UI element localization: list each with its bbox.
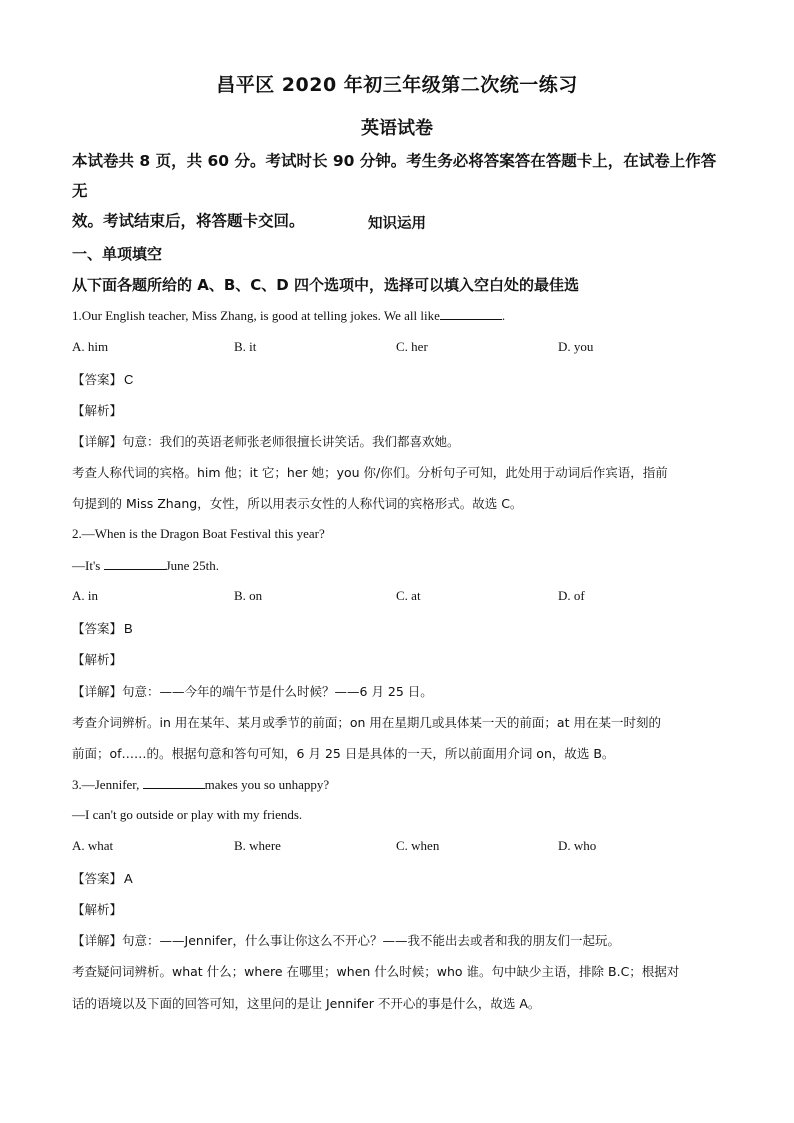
question-1-analysis-label — [72, 401, 122, 419]
question-2-explanation-1: 考查介词辨析。in 用在某年、某月或季节的前面；on 用在星期几或具体某一天的前面；at 用在某一时刻的 — [72, 715, 661, 730]
question-3-stem-end: makes you so unhappy? — [204, 777, 330, 792]
detail-text: 句意：——Jennifer，什么事让你这么不开心？——我不能出去或者和我的朋友们一起玩。 — [122, 933, 620, 948]
exam-subtitle: 英语试卷 — [361, 118, 433, 139]
question-2-reply-end: June 25th. — [165, 558, 220, 573]
question-3-explanation-1: 考查疑问词辨析。what 什么；where 在哪里；when 什么时候；who 谁。句中缺少主语，排除 B.C；根据对 — [72, 964, 680, 979]
question-3-detail — [72, 931, 620, 949]
option-a: A. what — [72, 838, 114, 853]
question-1-stem-end: . — [501, 308, 506, 323]
detail-label: 【详解】 — [72, 684, 123, 699]
answer-blank — [143, 776, 205, 789]
question-2-explanation-2: 前面；of……的。根据句意和答句可知，6 月 25 日是具体的一天，所以前面用介词 on，故选 B。 — [72, 746, 615, 761]
answer-value: B — [124, 621, 133, 636]
option-c: C. when — [396, 838, 440, 853]
answer-value: C — [124, 372, 134, 387]
option-b: B. it — [234, 339, 257, 354]
answer-label: 【答案】 — [72, 372, 123, 387]
option-d: D. who — [558, 838, 597, 853]
option-b: B. on — [234, 588, 263, 603]
question-2-reply-text: —It's — [72, 558, 104, 573]
question-1-answer — [72, 370, 133, 388]
question-1-detail — [72, 432, 460, 450]
question-1-options — [72, 339, 724, 357]
question-3-reply: —I can't go outside or play with my friends. — [72, 807, 303, 822]
exam-title: 昌平区 2020 年初三年级第二次统一练习 — [216, 74, 578, 96]
question-1-stem — [72, 307, 505, 324]
option-a: A. in — [72, 588, 98, 603]
option-d: D. you — [558, 339, 594, 354]
answer-value: A — [124, 871, 133, 886]
analysis-label: 【解析】 — [72, 403, 123, 418]
analysis-label: 【解析】 — [72, 902, 123, 917]
answer-label: 【答案】 — [72, 621, 123, 636]
option-c: C. her — [396, 339, 428, 354]
question-3-explanation-2: 话的语境以及下面的回答可知，这里问的是让 Jennifer 不开心的事是什么，故选 A。 — [72, 996, 541, 1011]
detail-label: 【详解】 — [72, 434, 123, 449]
question-3-stem — [72, 776, 329, 793]
instructions-line-1: 本试卷共 8 页，共 60 分。考试时长 90 分钟。考生务必将答案答在答题卡上，在试卷上作答无 — [72, 152, 717, 200]
question-3-analysis-label — [72, 900, 122, 918]
answer-blank — [440, 307, 502, 320]
option-b: B. where — [234, 838, 281, 853]
question-3-stem-text: 3.—Jennifer, — [72, 777, 143, 792]
detail-label: 【详解】 — [72, 933, 123, 948]
question-1-stem-text: 1.Our English teacher, Miss Zhang, is good at telling jokes. We all like — [72, 308, 440, 323]
part-instruction: 从下面各题所给的 A、B、C、D 四个选项中，选择可以填入空白处的最佳选 — [72, 276, 579, 294]
answer-label: 【答案】 — [72, 871, 123, 886]
option-d: D. of — [558, 588, 585, 603]
question-2-reply — [72, 557, 219, 574]
question-1-explanation-1: 考查人称代词的宾格。him 他；it 它；her 她；you 你/你们。分析句子可知，此处用于动词后作宾语，指前 — [72, 465, 668, 480]
part-title: 一、单项填空 — [72, 245, 163, 263]
question-2-analysis-label — [72, 650, 122, 668]
analysis-label: 【解析】 — [72, 652, 123, 667]
question-2-detail — [72, 682, 433, 700]
question-3-options — [72, 838, 724, 856]
section-title: 知识运用 — [368, 216, 426, 232]
option-a: A. him — [72, 339, 109, 354]
question-2-answer — [72, 619, 133, 637]
detail-text: 句意：——今年的端午节是什么时候？——6 月 25 日。 — [122, 684, 433, 699]
detail-text: 句意：我们的英语老师张老师很擅长讲笑话。我们都喜欢她。 — [122, 434, 460, 449]
option-c: C. at — [396, 588, 421, 603]
question-2-stem: 2.—When is the Dragon Boat Festival this year? — [72, 526, 325, 541]
question-2-options — [72, 588, 724, 606]
answer-blank — [104, 557, 166, 570]
instructions-line-2: 效。考试结束后，将答题卡交回。 — [72, 212, 305, 230]
question-3-answer — [72, 869, 133, 887]
question-1-explanation-2: 句提到的 Miss Zhang，女性，所以用表示女性的人称代词的宾格形式。故选 C。 — [72, 496, 523, 511]
